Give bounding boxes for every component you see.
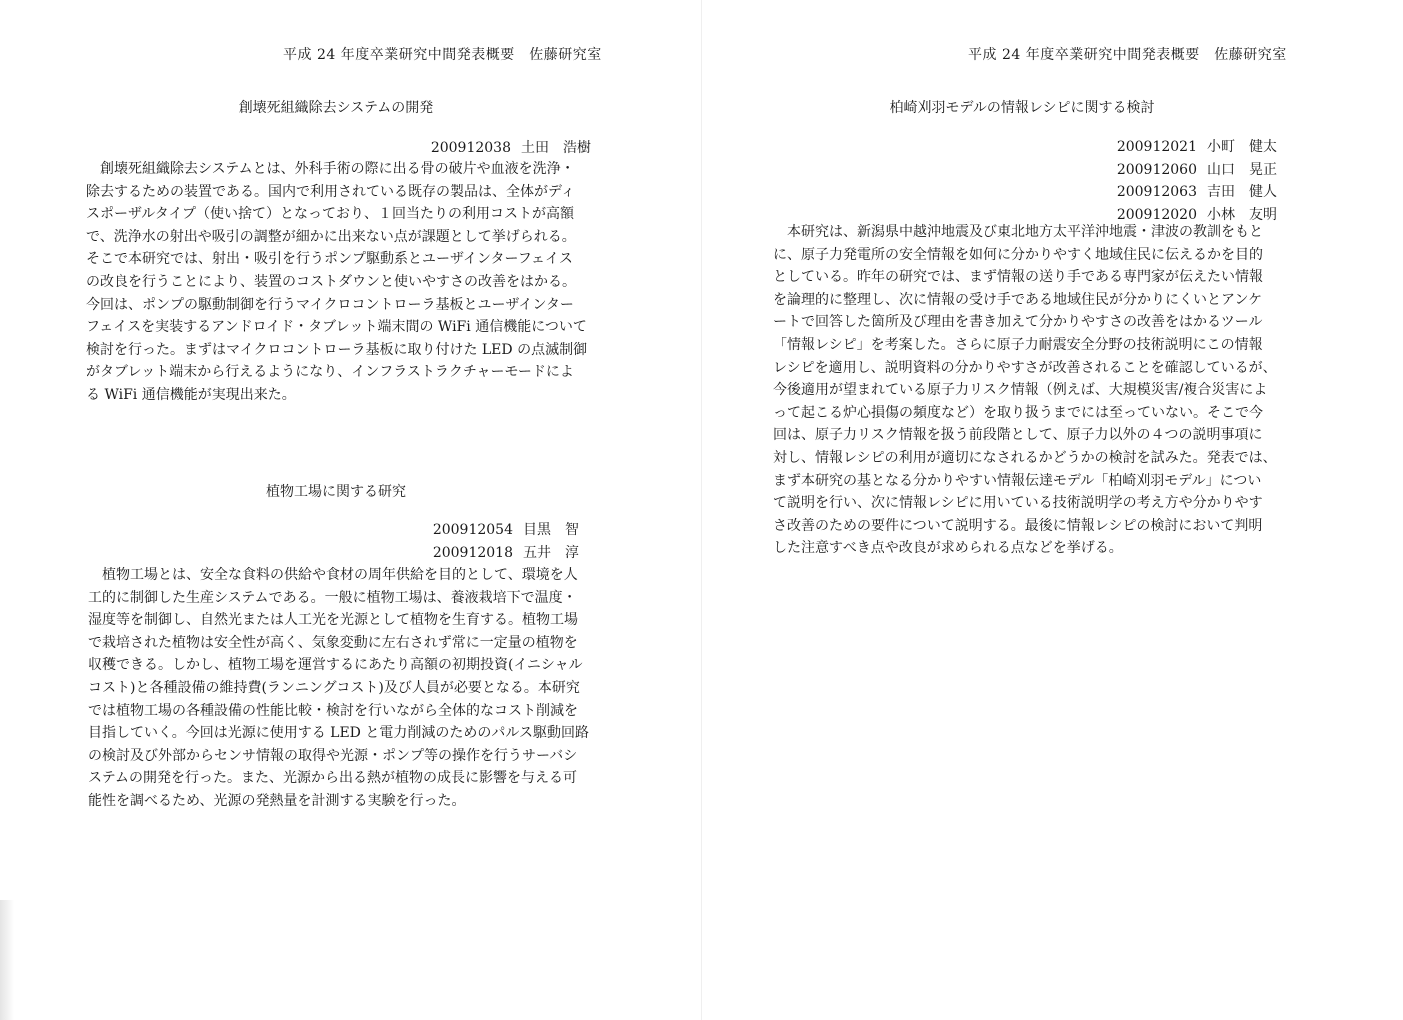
section-body [88,564,589,813]
body-line: 検討を行った。まずはマイクロコントローラ基板に取り付けた LED の点滅制御 [86,341,588,358]
body-line: ートで回答した箇所及び理由を書き加えて分かりやすさの改善をはかるツール [773,314,1263,331]
student-id: 200912020 [1116,206,1197,223]
author-list [1116,136,1277,226]
body-line: した注意すべき点や改良が求められる点などを挙げる。 [773,540,1123,557]
body-line: レシピを適用し、説明資料の分かりやすさが改善されることを確認しているが、 [773,359,1277,376]
body-line: 対し、情報レシピの利用が適切になされるかどうかの検討を試みた。発表では、 [773,449,1277,466]
right-page-header: 平成 24 年度卒業研究中間発表概要 佐藤研究室 [968,47,1287,63]
author-entry [1116,136,1277,159]
body-line: としている。昨年の研究では、まず情報の送り手である専門家が伝えたい情報 [773,269,1263,286]
student-id: 200912018 [432,544,513,561]
page-fold [701,0,702,1020]
student-id: 200912021 [1116,139,1197,155]
body-line: の改良を行うことにより、装置のコストダウンと使いやすさの改善をはかる。 [86,273,576,290]
body-line: 除去するための装置である。国内で利用されている既存の製品は、全体がディ [86,183,575,200]
body-line: で栽培された植物は安全性が高く、気象変動に左右されず常に一定量の植物を [88,634,578,651]
body-line: て説明を行い、次に情報レシピに用いている技術説明学の考え方や分かりやす [773,495,1263,512]
author-list [430,137,591,160]
section-body [773,221,1277,560]
author-entry [430,137,591,160]
scan-edge-shadow [0,900,14,1020]
student-id: 200912054 [432,522,513,538]
section-title: 柏崎刈羽モデルの情報レシピに関する検討 [889,100,1155,116]
body-line: 今後適用が望まれている原子力リスク情報（例えば、大規模災害/複合災害によ [773,382,1268,399]
student-name: 五井 淳 [523,544,579,561]
student-name: 小町 健太 [1207,139,1277,155]
student-id: 200912060 [1116,161,1197,178]
body-line: 収穫できる。しかし、植物工場を運営するにあたり高額の初期投資(イニシャル [88,657,583,674]
student-name: 小林 友明 [1207,206,1277,223]
body-line: がタブレット端末から行えるようになり、インフラストラクチャーモードによ [86,364,574,381]
body-line: まず本研究の基となる分かりやすい情報伝達モデル「柏崎刈羽モデル」につい [773,472,1262,489]
body-line: 能性を調べるため、光源の発熱量を計測する実験を行った。 [88,792,466,809]
student-name: 目黒 智 [523,522,579,538]
body-line: 今回は、ポンプの駆動制御を行うマイクロコントローラ基板とユーザインター [86,296,574,313]
author-entry [433,542,589,565]
body-line: 植物工場とは、安全な食料の供給や食材の周年供給を目的として、環境を人 [88,567,578,583]
body-line: さ改善のための要件について説明する。最後に情報レシピの検討において判明 [773,517,1263,534]
section-body [86,158,587,407]
body-line: 本研究は、新潟県中越沖地震及び東北地方太平洋沖地震・津波の教訓をもと [773,224,1263,240]
body-line: 「情報レシピ」を考案した。さらに原子力耐震安全分野の技術説明にこの情報 [773,336,1263,353]
body-line: って起こる炉心損傷の頻度など）を取り扱うまでには至っていない。そこで今 [773,404,1263,421]
body-line: スポーザルタイプ（使い捨て）となっており、１回当たりの利用コストが高額 [86,206,575,223]
body-line: の検討及び外部からセンサ情報の取得や光源・ポンプ等の操作を行うサーバシ [88,747,578,764]
body-line: コスト)と各種設備の維持費(ランニングコスト)及び人員が必要となる。本研究 [88,679,580,696]
student-id: 200912063 [1116,184,1197,201]
body-line: 創壊死組織除去システムとは、外科手術の際に出る骨の破片や血液を洗浄・ [86,161,575,177]
body-line: では植物工場の各種設備の性能比較・検討を行いながら全体的なコスト削減を [88,702,578,719]
body-line: に、原子力発電所の安全情報を如何に分かりやすく地域住民に伝えるかを目的 [773,246,1263,263]
body-line: 目指していく。今回は光源に使用する LED と電力削減のためのパルス駆動回路 [88,725,589,742]
student-name: 土田 浩樹 [521,140,591,156]
body-line: で、洗浄水の射出や吸引の調整が細かに出来ない点が課題として挙げられる。 [86,228,576,245]
student-name: 山口 晃正 [1207,161,1277,178]
body-line: る WiFi 通信機能が実現出来た。 [86,386,296,403]
body-line: 湿度等を制御し、自然光または人工光を光源として植物を生育する。植物工場 [88,612,578,629]
body-line: そこで本研究では、射出・吸引を行うポンプ駆動系とユーザインターフェイス [86,251,573,268]
body-line: 回は、原子力リスク情報を扱う前段階として、原子力以外の４つの説明事項に [773,427,1263,444]
author-entry [1116,181,1277,204]
body-line: ステムの開発を行った。また、光源から出る熱が植物の成長に影響を与える可 [88,770,578,787]
body-line: フェイスを実装するアンドロイド・タブレット端末間の WiFi 通信機能について [86,319,587,336]
left-page-header: 平成 24 年度卒業研究中間発表概要 佐藤研究室 [283,47,602,63]
body-line: 工的に制御した生産システムである。一般に植物工場は、養液栽培下で温度・ [88,589,577,606]
body-line: を論理的に整理し、次に情報の受け手である地域住民が分かりにくいとアンケ [773,291,1263,308]
section-title: 創壊死組織除去システムの開発 [238,100,434,116]
author-list [433,519,589,564]
author-entry [433,519,589,542]
author-entry [1116,159,1277,182]
section-title: 植物工場に関する研究 [266,484,406,500]
student-name: 吉田 健人 [1207,184,1277,201]
student-id: 200912038 [430,140,511,156]
